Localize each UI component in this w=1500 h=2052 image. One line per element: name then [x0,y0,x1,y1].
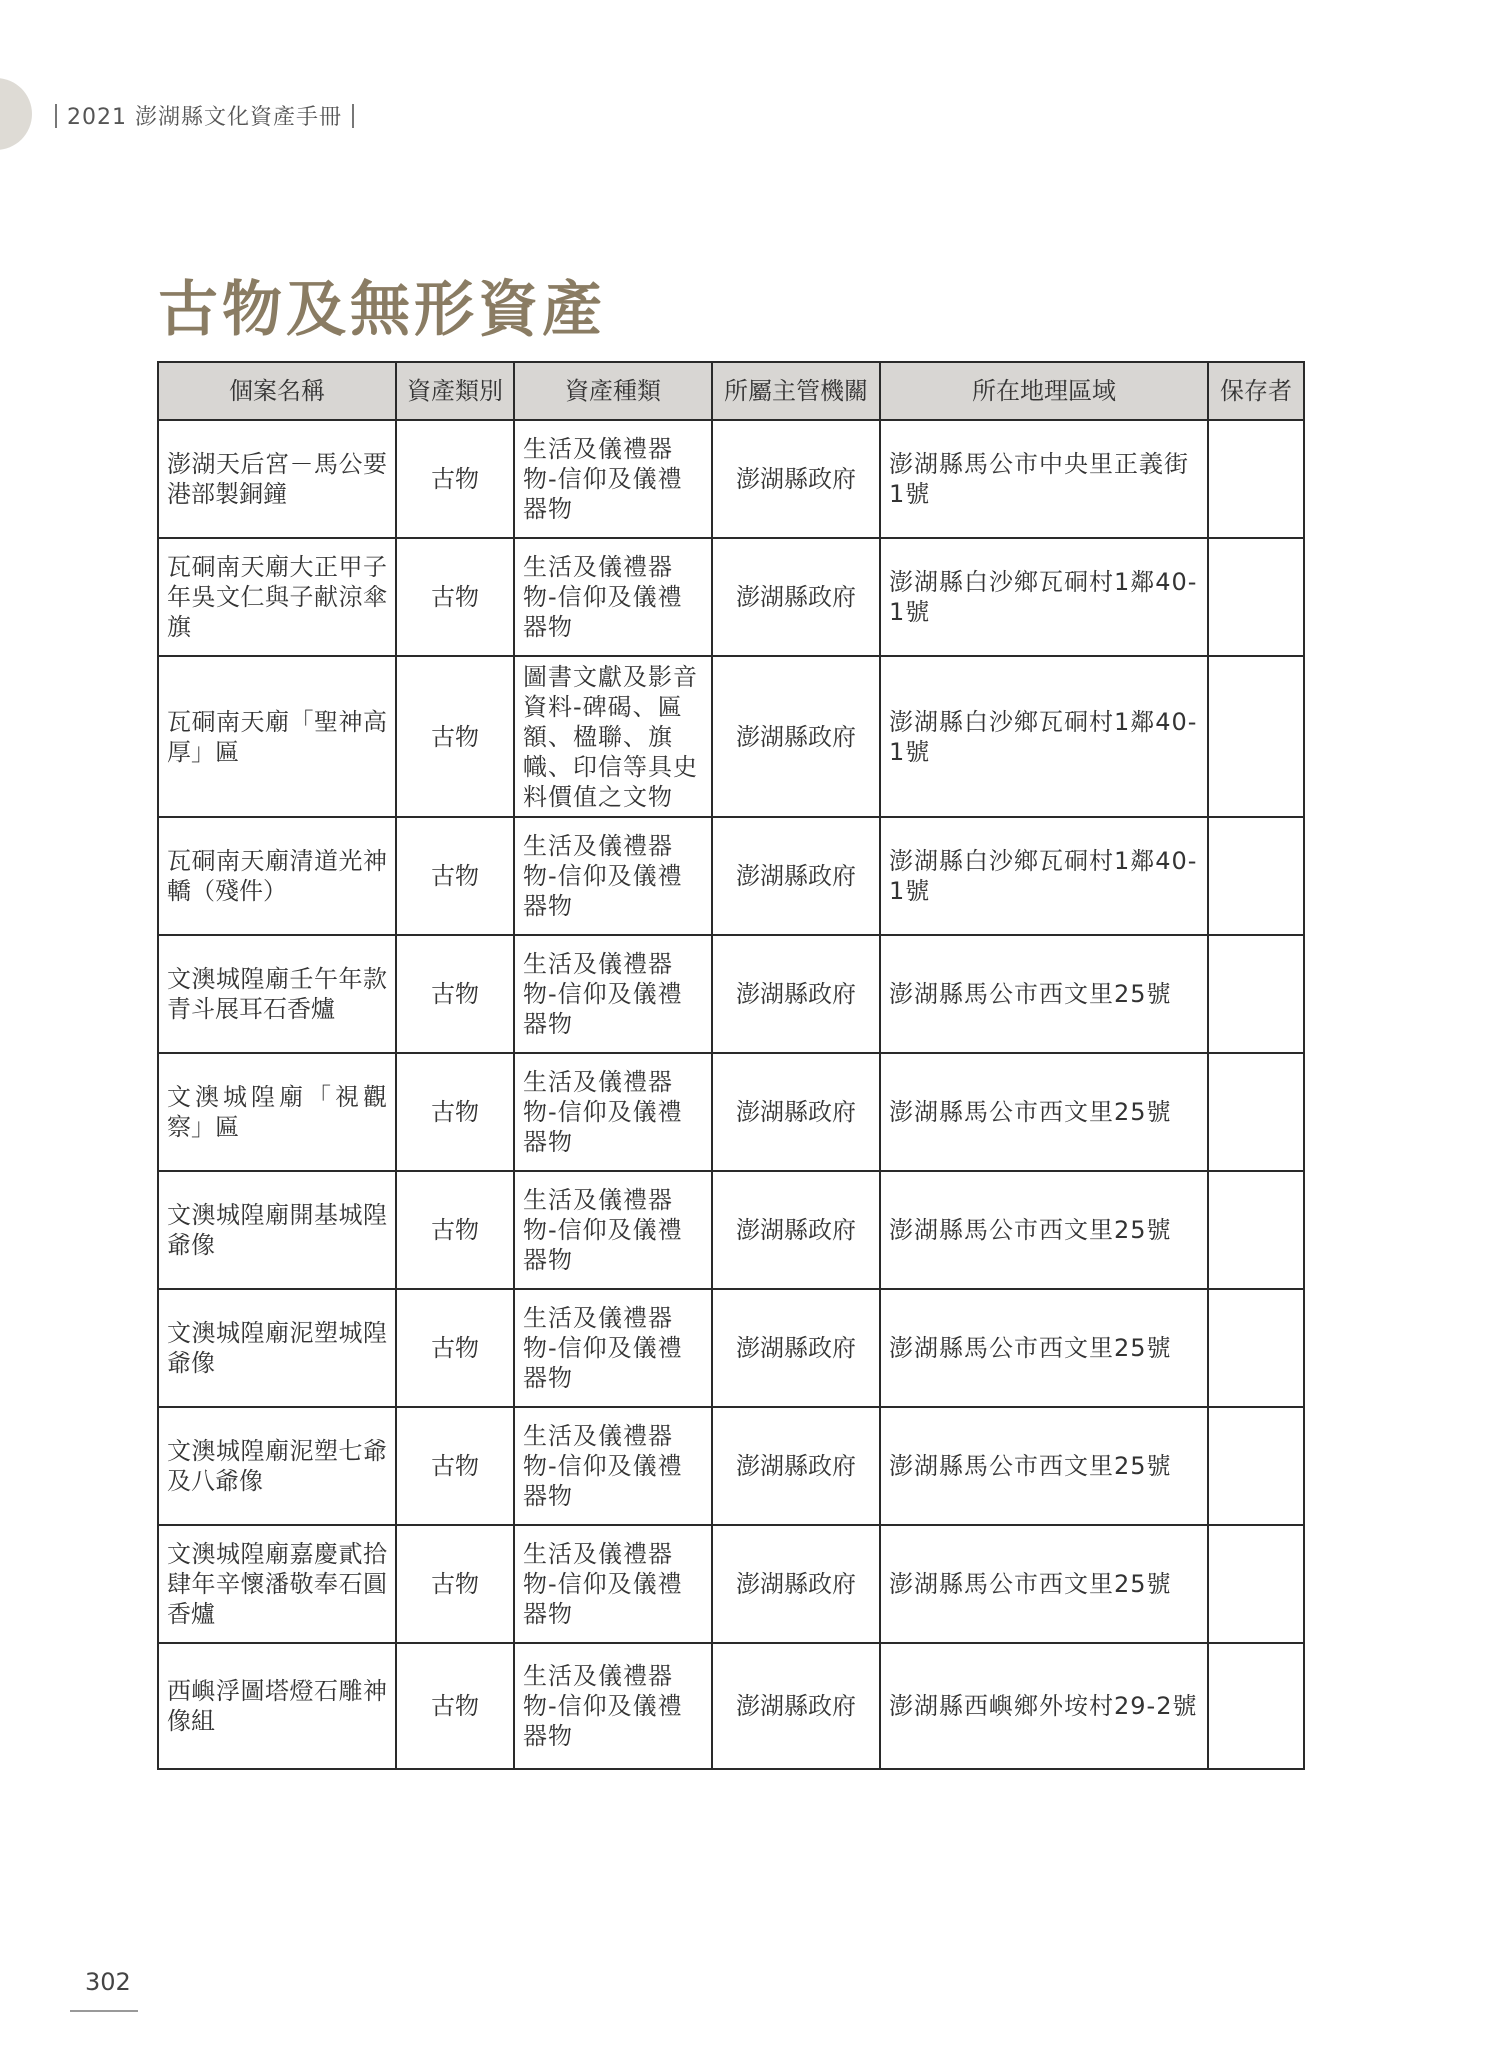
cell-asset-type: 生活及儀禮器物-信仰及儀禮器物 [514,1407,712,1525]
cell-asset-class: 古物 [396,1407,514,1525]
cell-case-name: 西嶼浮圖塔燈石雕神像組 [158,1643,396,1769]
cell-location: 澎湖縣馬公市西文里25號 [880,935,1208,1053]
running-head-bar-left [55,104,57,128]
cell-keeper [1208,1053,1304,1171]
table-row [158,656,1304,817]
table-row [158,1525,1304,1643]
cell-location: 澎湖縣白沙鄉瓦硐村1鄰40-1號 [880,656,1208,817]
cell-case-name: 文澳城隍廟「視觀察」匾 [158,1053,396,1171]
cell-keeper [1208,1407,1304,1525]
cell-asset-class: 古物 [396,656,514,817]
cell-case-name: 澎湖天后宮－馬公要港部製銅鐘 [158,420,396,538]
cell-asset-type: 生活及儀禮器物-信仰及儀禮器物 [514,420,712,538]
cell-agency: 澎湖縣政府 [712,420,880,538]
cell-agency: 澎湖縣政府 [712,656,880,817]
table-row [158,1407,1304,1525]
cell-location: 澎湖縣西嶼鄉外垵村29-2號 [880,1643,1208,1769]
cell-asset-class: 古物 [396,935,514,1053]
cell-keeper [1208,420,1304,538]
cell-case-name: 瓦硐南天廟「聖神高厚」匾 [158,656,396,817]
table-row [158,935,1304,1053]
cell-agency: 澎湖縣政府 [712,1053,880,1171]
table-row [158,1171,1304,1289]
table-row [158,420,1304,538]
header-location: 所在地理區域 [880,362,1208,420]
header-keeper: 保存者 [1208,362,1304,420]
cell-case-name: 文澳城隍廟泥塑城隍爺像 [158,1289,396,1407]
cell-asset-type: 生活及儀禮器物-信仰及儀禮器物 [514,935,712,1053]
running-head [55,100,354,131]
cell-case-name: 瓦硐南天廟清道光神轎（殘件） [158,817,396,935]
cell-agency: 澎湖縣政府 [712,1525,880,1643]
heritage-table [157,361,1305,1770]
cell-case-name: 文澳城隍廟泥塑七爺及八爺像 [158,1407,396,1525]
cell-asset-class: 古物 [396,1289,514,1407]
cell-location: 澎湖縣馬公市西文里25號 [880,1053,1208,1171]
cell-case-name: 文澳城隍廟開基城隍爺像 [158,1171,396,1289]
cell-asset-class: 古物 [396,538,514,656]
cell-keeper [1208,656,1304,817]
cell-asset-class: 古物 [396,1053,514,1171]
cell-asset-class: 古物 [396,1171,514,1289]
cell-asset-type: 生活及儀禮器物-信仰及儀禮器物 [514,1525,712,1643]
corner-tab-decoration [0,78,32,150]
cell-asset-type: 生活及儀禮器物-信仰及儀禮器物 [514,1289,712,1407]
cell-location: 澎湖縣白沙鄉瓦硐村1鄰40-1號 [880,817,1208,935]
cell-asset-type: 生活及儀禮器物-信仰及儀禮器物 [514,1171,712,1289]
cell-asset-type: 生活及儀禮器物-信仰及儀禮器物 [514,1053,712,1171]
table-row [158,1643,1304,1769]
table-header-row [158,362,1304,420]
cell-asset-type: 生活及儀禮器物-信仰及儀禮器物 [514,1643,712,1769]
cell-keeper [1208,817,1304,935]
cell-keeper [1208,538,1304,656]
cell-case-name: 瓦硐南天廟大正甲子年吳文仁與子献涼傘旗 [158,538,396,656]
cell-location: 澎湖縣馬公市西文里25號 [880,1171,1208,1289]
running-head-bar-right [352,104,354,128]
cell-keeper [1208,1171,1304,1289]
cell-asset-class: 古物 [396,817,514,935]
cell-keeper [1208,1525,1304,1643]
table-row [158,1053,1304,1171]
section-title: 古物及無形資產 [158,275,606,345]
table-row [158,538,1304,656]
cell-agency: 澎湖縣政府 [712,538,880,656]
table-row [158,1289,1304,1407]
cell-asset-type: 生活及儀禮器物-信仰及儀禮器物 [514,817,712,935]
folio-rule [70,2010,138,2012]
cell-asset-type: 生活及儀禮器物-信仰及儀禮器物 [514,538,712,656]
cell-location: 澎湖縣白沙鄉瓦硐村1鄰40-1號 [880,538,1208,656]
running-head-text: 2021 澎湖縣文化資產手冊 [67,105,342,130]
cell-agency: 澎湖縣政府 [712,1289,880,1407]
table-row [158,817,1304,935]
header-asset-class: 資產類別 [396,362,514,420]
header-case-name: 個案名稱 [158,362,396,420]
cell-asset-type: 圖書文獻及影音資料-碑碣、匾額、楹聯、旗幟、印信等具史料價值之文物 [514,656,712,817]
header-asset-type: 資產種類 [514,362,712,420]
cell-keeper [1208,1289,1304,1407]
cell-asset-class: 古物 [396,420,514,538]
page-number: 302 [85,1968,131,1996]
cell-asset-class: 古物 [396,1525,514,1643]
cell-location: 澎湖縣馬公市西文里25號 [880,1407,1208,1525]
cell-case-name: 文澳城隍廟嘉慶貳拾肆年辛懷潘敬奉石圓香爐 [158,1525,396,1643]
cell-keeper [1208,1643,1304,1769]
cell-agency: 澎湖縣政府 [712,1407,880,1525]
cell-location: 澎湖縣馬公市中央里正義街1號 [880,420,1208,538]
cell-location: 澎湖縣馬公市西文里25號 [880,1525,1208,1643]
cell-keeper [1208,935,1304,1053]
cell-case-name: 文澳城隍廟壬午年款青斗展耳石香爐 [158,935,396,1053]
cell-agency: 澎湖縣政府 [712,1643,880,1769]
cell-asset-class: 古物 [396,1643,514,1769]
cell-agency: 澎湖縣政府 [712,1171,880,1289]
cell-location: 澎湖縣馬公市西文里25號 [880,1289,1208,1407]
header-agency: 所屬主管機關 [712,362,880,420]
cell-agency: 澎湖縣政府 [712,935,880,1053]
cell-agency: 澎湖縣政府 [712,817,880,935]
